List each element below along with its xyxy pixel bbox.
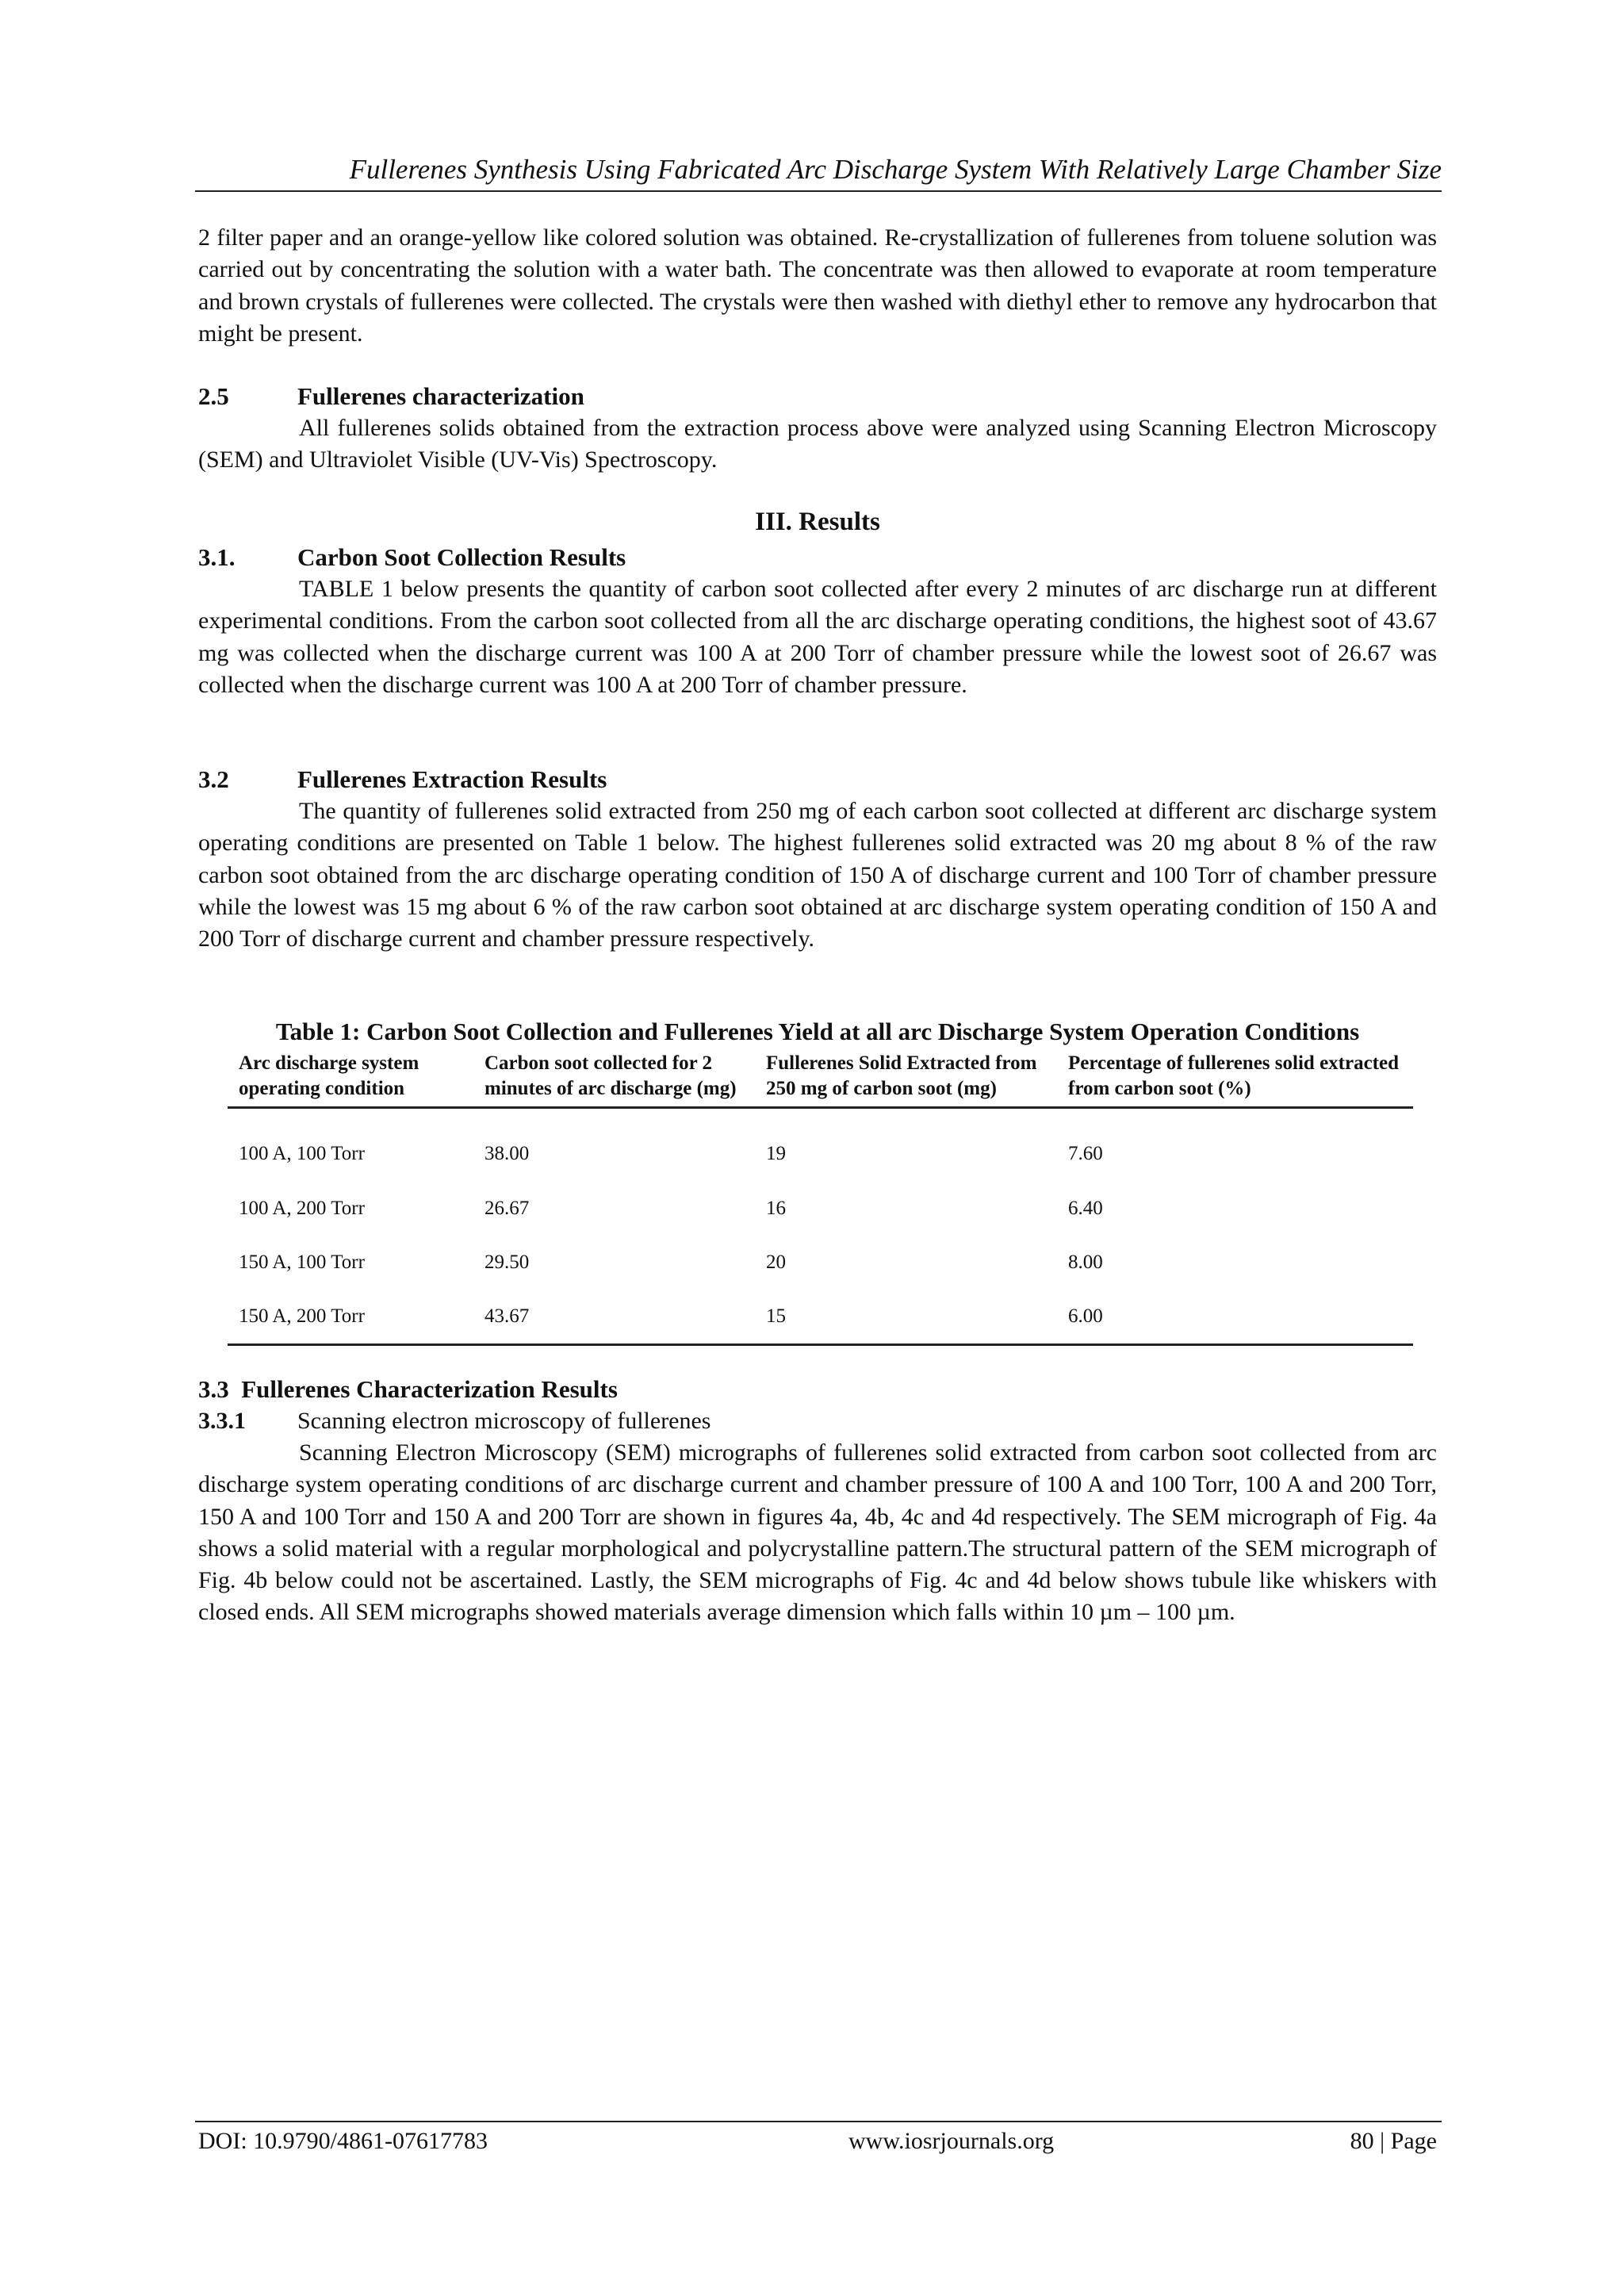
table-cell: 150 A, 200 Torr bbox=[228, 1290, 473, 1345]
table-cell: 20 bbox=[766, 1251, 786, 1273]
table-row bbox=[228, 1290, 1413, 1345]
section-3-2-body: The quantity of fullerenes solid extracted from 250 mg of each carbon soot collected at different arc discharge system operating conditions are presented on Table 1 below. The highest fullerenes solid extracted was 20 mg about 8 % of the raw carbon soot obtained from the arc discharge operating condition of 150 A of discharge current and 100 Torr of chamber pressure while the lowest was 15 mg about 6 % of the raw carbon soot obtained at arc discharge system operating condition of 150 A and 200 Torr of discharge current and chamber pressure respectively. bbox=[198, 798, 1437, 953]
section-3-2-number: 3.2 bbox=[198, 765, 229, 793]
table-header-soot: Carbon soot collected for 2 minutes of arc discharge (mg) bbox=[473, 1051, 755, 1108]
table-cell: 8.00 bbox=[1068, 1251, 1103, 1273]
table-row bbox=[228, 1236, 1413, 1290]
section-3-3-1-heading bbox=[198, 1405, 1437, 1437]
table-1 bbox=[228, 1051, 1413, 1346]
table-row bbox=[228, 1108, 1413, 1182]
table-cell: 100 A, 100 Torr bbox=[239, 1143, 365, 1164]
section-3-1 bbox=[198, 542, 1437, 701]
section-2-5-title: Fullerenes characterization bbox=[297, 382, 584, 410]
section-3-2 bbox=[198, 764, 1437, 955]
table-header-fullerenes: Fullerenes Solid Extracted from 250 mg of carbon soot (mg) bbox=[755, 1051, 1057, 1108]
section-3-3-1-body: Scanning Electron Microscopy (SEM) micrographs of fullerenes solid extracted from carbon soot collected from arc discharge system operating conditions of arc discharge current and chamber pressure of 100 A and 100 Torr, 100 A and 200 Torr, 150 A and 100 Torr and 150 A and 200 Torr are shown in figures 4a, 4b, 4c and 4d respectively. The SEM micrograph of Fig. 4a shows a solid material with a regular morphological and polycrystalline pattern.The structural pattern of the SEM micrograph of Fig. 4b below could not be ascertained. Lastly, the SEM micrographs of Fig. 4c and 4d below shows tubule like whiskers with closed ends. All SEM micrographs showed materials average dimension which falls within 10 µm – 100 µm. bbox=[198, 1439, 1437, 1626]
section-3-3-1-number: 3.3.1 bbox=[198, 1408, 246, 1434]
footer-doi: DOI: 10.9790/4861-07617783 bbox=[198, 2128, 488, 2154]
table-cell: 16 bbox=[766, 1198, 786, 1219]
table-cell: 26.67 bbox=[485, 1198, 530, 1219]
section-3-3 bbox=[198, 1374, 1437, 1629]
section-3-3-heading bbox=[198, 1374, 1437, 1405]
section-3-1-title: Carbon Soot Collection Results bbox=[297, 543, 626, 571]
table-cell: 100 A, 200 Torr bbox=[239, 1198, 365, 1219]
table-cell: 19 bbox=[766, 1143, 786, 1164]
table-cell: 43.67 bbox=[473, 1290, 755, 1345]
intro-paragraph-text: 2 filter paper and an orange-yellow like colored solution was obtained. Re-crystallization of fullerenes from toluene solution was carried out by concentrating the solution with a water bath. The concentrate was then allowed to evaporate at room temperature and brown crystals of fullerenes were collected. The crystals were then washed with diethyl ether to remove any hydrocarbon that might be present. bbox=[198, 224, 1437, 347]
section-3-3-1-title: Scanning electron microscopy of fullerenes bbox=[297, 1408, 711, 1434]
table-cell: 15 bbox=[755, 1290, 1057, 1345]
section-3-1-body: TABLE 1 below presents the quantity of carbon soot collected after every 2 minutes of arc discharge run at different experimental conditions. From the carbon soot collected from all the arc discharge operating conditions, the highest soot of 43.67 mg was collected when the discharge current was 100 A at 200 Torr of chamber pressure while the lowest soot of 26.67 was collected when the discharge current was 100 A at 200 Torr of chamber pressure. bbox=[198, 576, 1437, 698]
results-title: III. Results bbox=[755, 508, 880, 536]
intro-paragraph bbox=[198, 222, 1437, 350]
section-3-2-title: Fullerenes Extraction Results bbox=[297, 765, 607, 793]
section-2-5 bbox=[198, 381, 1437, 477]
table-1-caption: Table 1: Carbon Soot Collection and Fullerenes Yield at all arc Discharge System Operation Conditions bbox=[275, 1018, 1360, 1045]
table-cell: 6.00 bbox=[1057, 1290, 1413, 1345]
footer-page-number: 80 | Page bbox=[1350, 2128, 1437, 2154]
section-3-3-title: Fullerenes Characterization Results bbox=[241, 1375, 618, 1403]
section-3-1-heading bbox=[198, 542, 1437, 573]
table-cell: 38.00 bbox=[485, 1143, 530, 1164]
running-head: Fullerenes Synthesis Using Fabricated Arc Discharge System With Relatively Large Chamber Size bbox=[349, 154, 1442, 185]
section-3-2-heading bbox=[198, 764, 1437, 795]
footer-rule bbox=[195, 2121, 1442, 2122]
table-header-condition: Arc discharge system operating condition bbox=[228, 1051, 473, 1108]
table-cell: 7.60 bbox=[1068, 1143, 1103, 1164]
section-3-1-number: 3.1. bbox=[198, 543, 236, 571]
table-header-percentage: Percentage of fullerenes solid extracted from carbon soot (%) bbox=[1057, 1051, 1413, 1108]
table-row bbox=[228, 1182, 1413, 1236]
section-2-5-body: All fullerenes solids obtained from the extraction process above were analyzed using Scanning Electron Microscopy (SEM) and Ultraviolet Visible (UV-Vis) Spectroscopy. bbox=[198, 415, 1437, 473]
table-cell: 6.40 bbox=[1068, 1198, 1103, 1219]
table-cell: 29.50 bbox=[485, 1251, 530, 1273]
section-2-5-number: 2.5 bbox=[198, 382, 229, 410]
table-cell: 150 A, 100 Torr bbox=[239, 1251, 365, 1273]
section-2-5-heading bbox=[198, 381, 1437, 412]
table-header-row bbox=[228, 1051, 1413, 1108]
header-rule bbox=[195, 190, 1442, 192]
section-3-3-number: 3.3 bbox=[198, 1375, 229, 1403]
footer-website[interactable]: www.iosrjournals.org bbox=[848, 2128, 1055, 2154]
